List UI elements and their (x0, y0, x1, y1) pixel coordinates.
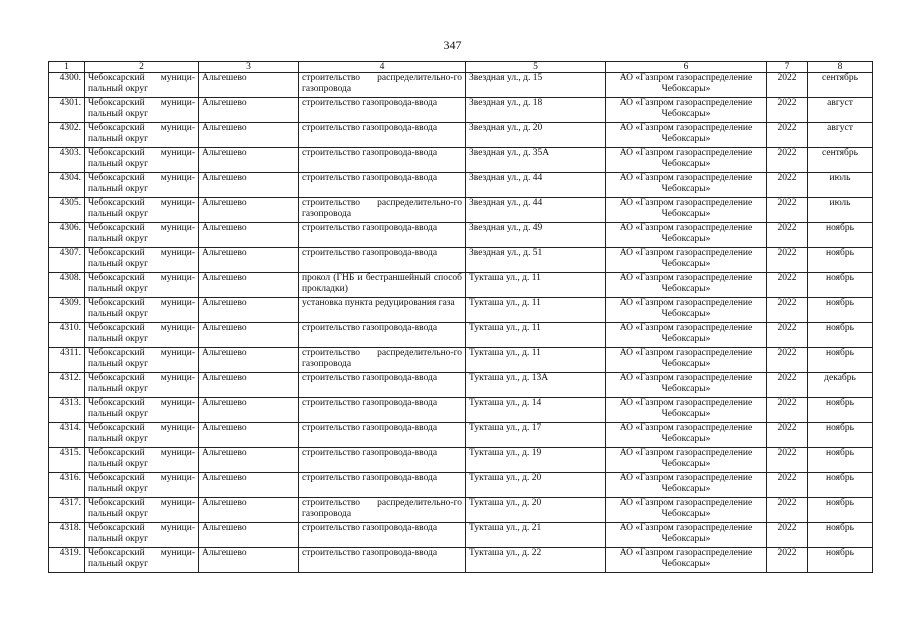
table-row (49, 373, 873, 398)
table-row (49, 523, 873, 548)
year-cell: 2022 (767, 123, 808, 148)
settlement-cell: Альгешево (199, 223, 299, 248)
row-number: 4318. (49, 523, 85, 548)
table-row (49, 423, 873, 448)
organization-cell: АО «Газпром газораспределение Чебоксары» (606, 398, 767, 423)
address-cell: Тукташа ул., д. 11 (466, 348, 606, 373)
column-number: 3 (199, 62, 299, 73)
work-type-cell: строительство газопровода-ввода (299, 373, 466, 398)
year-cell: 2022 (767, 173, 808, 198)
work-type-cell: строительство газопровода-ввода (299, 423, 466, 448)
table-row (49, 498, 873, 523)
year-cell: 2022 (767, 373, 808, 398)
year-cell: 2022 (767, 273, 808, 298)
table-row (49, 448, 873, 473)
year-cell: 2022 (767, 348, 808, 373)
table-row (49, 148, 873, 173)
district-cell: Чебоксарский муници-пальный округ (85, 223, 199, 248)
work-type-cell: строительство газопровода-ввода (299, 173, 466, 198)
address-cell: Звездная ул., д. 20 (466, 123, 606, 148)
settlement-cell: Альгешево (199, 198, 299, 223)
address-cell: Звездная ул., д. 18 (466, 98, 606, 123)
work-type-cell: строительство газопровода-ввода (299, 448, 466, 473)
address-cell: Тукташа ул., д. 20 (466, 498, 606, 523)
table-row (49, 173, 873, 198)
settlement-cell: Альгешево (199, 248, 299, 273)
month-cell: ноябрь (808, 523, 873, 548)
month-cell: ноябрь (808, 348, 873, 373)
settlement-cell: Альгешево (199, 523, 299, 548)
district-cell: Чебоксарский муници-пальный округ (85, 448, 199, 473)
district-cell: Чебоксарский муници-пальный округ (85, 73, 199, 98)
table-row (49, 298, 873, 323)
column-number: 4 (299, 62, 466, 73)
row-number: 4314. (49, 423, 85, 448)
settlement-cell: Альгешево (199, 398, 299, 423)
work-type-cell: прокол (ГНБ и бестраншейный способ прокладки) (299, 273, 466, 298)
organization-cell: АО «Газпром газораспределение Чебоксары» (606, 273, 767, 298)
year-cell: 2022 (767, 448, 808, 473)
table-row (49, 248, 873, 273)
settlement-cell: Альгешево (199, 323, 299, 348)
table-row (49, 123, 873, 148)
work-type-cell: строительство газопровода-ввода (299, 323, 466, 348)
district-cell: Чебоксарский муници-пальный округ (85, 98, 199, 123)
work-type-cell: установка пункта редуцирования газа (299, 298, 466, 323)
row-number: 4307. (49, 248, 85, 273)
year-cell: 2022 (767, 198, 808, 223)
year-cell: 2022 (767, 223, 808, 248)
work-type-cell: строительство распределительно-го газопровода (299, 498, 466, 523)
row-number: 4316. (49, 473, 85, 498)
settlement-cell: Альгешево (199, 148, 299, 173)
work-type-cell: строительство газопровода-ввода (299, 548, 466, 573)
month-cell: ноябрь (808, 423, 873, 448)
district-cell: Чебоксарский муници-пальный округ (85, 148, 199, 173)
column-number: 7 (767, 62, 808, 73)
settlement-cell: Альгешево (199, 298, 299, 323)
year-cell: 2022 (767, 473, 808, 498)
organization-cell: АО «Газпром газораспределение Чебоксары» (606, 248, 767, 273)
address-cell: Тукташа ул., д. 14 (466, 398, 606, 423)
month-cell: ноябрь (808, 398, 873, 423)
page-number: 347 (443, 38, 462, 52)
row-number: 4301. (49, 98, 85, 123)
organization-cell: АО «Газпром газораспределение Чебоксары» (606, 473, 767, 498)
row-number: 4311. (49, 348, 85, 373)
district-cell: Чебоксарский муници-пальный округ (85, 123, 199, 148)
settlement-cell: Альгешево (199, 423, 299, 448)
settlement-cell: Альгешево (199, 498, 299, 523)
month-cell: ноябрь (808, 498, 873, 523)
organization-cell: АО «Газпром газораспределение Чебоксары» (606, 223, 767, 248)
settlement-cell: Альгешево (199, 73, 299, 98)
organization-cell: АО «Газпром газораспределение Чебоксары» (606, 298, 767, 323)
year-cell: 2022 (767, 148, 808, 173)
work-type-cell: строительство распределительно-го газопровода (299, 198, 466, 223)
work-type-cell: строительство распределительно-го газопровода (299, 73, 466, 98)
district-cell: Чебоксарский муници-пальный округ (85, 423, 199, 448)
column-number: 1 (49, 62, 85, 73)
organization-cell: АО «Газпром газораспределение Чебоксары» (606, 123, 767, 148)
settlement-cell: Альгешево (199, 98, 299, 123)
organization-cell: АО «Газпром газораспределение Чебоксары» (606, 98, 767, 123)
month-cell: июль (808, 173, 873, 198)
district-cell: Чебоксарский муници-пальный округ (85, 498, 199, 523)
year-cell: 2022 (767, 398, 808, 423)
district-cell: Чебоксарский муници-пальный округ (85, 373, 199, 398)
settlement-cell: Альгешево (199, 273, 299, 298)
work-type-cell: строительство газопровода-ввода (299, 248, 466, 273)
district-cell: Чебоксарский муници-пальный округ (85, 523, 199, 548)
address-cell: Тукташа ул., д. 21 (466, 523, 606, 548)
year-cell: 2022 (767, 423, 808, 448)
address-cell: Звездная ул., д. 44 (466, 198, 606, 223)
organization-cell: АО «Газпром газораспределение Чебоксары» (606, 423, 767, 448)
table-row (49, 198, 873, 223)
table-row (49, 348, 873, 373)
row-number: 4317. (49, 498, 85, 523)
address-cell: Тукташа ул., д. 17 (466, 423, 606, 448)
address-cell: Тукташа ул., д. 11 (466, 298, 606, 323)
month-cell: август (808, 98, 873, 123)
year-cell: 2022 (767, 498, 808, 523)
address-cell: Звездная ул., д. 44 (466, 173, 606, 198)
address-cell: Звездная ул., д. 49 (466, 223, 606, 248)
work-type-cell: строительство распределительно-го газопровода (299, 348, 466, 373)
month-cell: ноябрь (808, 548, 873, 573)
district-cell: Чебоксарский муници-пальный округ (85, 548, 199, 573)
settlement-cell: Альгешево (199, 473, 299, 498)
row-number: 4308. (49, 273, 85, 298)
table-row (49, 223, 873, 248)
column-number: 5 (466, 62, 606, 73)
month-cell: сентябрь (808, 148, 873, 173)
organization-cell: АО «Газпром газораспределение Чебоксары» (606, 523, 767, 548)
address-cell: Тукташа ул., д. 22 (466, 548, 606, 573)
row-number: 4302. (49, 123, 85, 148)
table-row (49, 473, 873, 498)
district-cell: Чебоксарский муници-пальный округ (85, 273, 199, 298)
organization-cell: АО «Газпром газораспределение Чебоксары» (606, 73, 767, 98)
column-number: 6 (606, 62, 767, 73)
address-cell: Тукташа ул., д. 11 (466, 273, 606, 298)
month-cell: сентябрь (808, 73, 873, 98)
organization-cell: АО «Газпром газораспределение Чебоксары» (606, 323, 767, 348)
district-cell: Чебоксарский муници-пальный округ (85, 298, 199, 323)
work-type-cell: строительство газопровода-ввода (299, 223, 466, 248)
district-cell: Чебоксарский муници-пальный округ (85, 348, 199, 373)
row-number: 4309. (49, 298, 85, 323)
year-cell: 2022 (767, 73, 808, 98)
work-type-cell: строительство газопровода-ввода (299, 98, 466, 123)
organization-cell: АО «Газпром газораспределение Чебоксары» (606, 548, 767, 573)
year-cell: 2022 (767, 323, 808, 348)
year-cell: 2022 (767, 248, 808, 273)
row-number: 4319. (49, 548, 85, 573)
month-cell: ноябрь (808, 223, 873, 248)
row-number: 4303. (49, 148, 85, 173)
table-row (49, 273, 873, 298)
organization-cell: АО «Газпром газораспределение Чебоксары» (606, 348, 767, 373)
district-cell: Чебоксарский муници-пальный округ (85, 398, 199, 423)
address-cell: Тукташа ул., д. 13А (466, 373, 606, 398)
address-cell: Звездная ул., д. 35А (466, 148, 606, 173)
table-row (49, 548, 873, 573)
organization-cell: АО «Газпром газораспределение Чебоксары» (606, 448, 767, 473)
settlement-cell: Альгешево (199, 548, 299, 573)
address-cell: Тукташа ул., д. 20 (466, 473, 606, 498)
address-cell: Тукташа ул., д. 19 (466, 448, 606, 473)
column-number: 2 (85, 62, 199, 73)
month-cell: ноябрь (808, 248, 873, 273)
table-row (49, 323, 873, 348)
district-cell: Чебоксарский муници-пальный округ (85, 248, 199, 273)
district-cell: Чебоксарский муници-пальный округ (85, 173, 199, 198)
settlement-cell: Альгешево (199, 173, 299, 198)
address-cell: Звездная ул., д. 51 (466, 248, 606, 273)
settlement-cell: Альгешево (199, 123, 299, 148)
year-cell: 2022 (767, 523, 808, 548)
settlement-cell: Альгешево (199, 373, 299, 398)
month-cell: ноябрь (808, 323, 873, 348)
row-number: 4310. (49, 323, 85, 348)
row-number: 4306. (49, 223, 85, 248)
month-cell: ноябрь (808, 273, 873, 298)
table-row (49, 398, 873, 423)
row-number: 4304. (49, 173, 85, 198)
district-cell: Чебоксарский муници-пальный округ (85, 198, 199, 223)
column-number-row (49, 62, 873, 73)
month-cell: ноябрь (808, 448, 873, 473)
work-type-cell: строительство газопровода-ввода (299, 473, 466, 498)
month-cell: июль (808, 198, 873, 223)
year-cell: 2022 (767, 98, 808, 123)
work-type-cell: строительство газопровода-ввода (299, 398, 466, 423)
row-number: 4300. (49, 73, 85, 98)
month-cell: ноябрь (808, 298, 873, 323)
gasification-table (48, 61, 873, 573)
address-cell: Звездная ул., д. 15 (466, 73, 606, 98)
month-cell: ноябрь (808, 473, 873, 498)
organization-cell: АО «Газпром газораспределение Чебоксары» (606, 148, 767, 173)
row-number: 4312. (49, 373, 85, 398)
row-number: 4305. (49, 198, 85, 223)
settlement-cell: Альгешево (199, 448, 299, 473)
table-row (49, 98, 873, 123)
district-cell: Чебоксарский муници-пальный округ (85, 323, 199, 348)
work-type-cell: строительство газопровода-ввода (299, 123, 466, 148)
work-type-cell: строительство газопровода-ввода (299, 148, 466, 173)
organization-cell: АО «Газпром газораспределение Чебоксары» (606, 198, 767, 223)
address-cell: Тукташа ул., д. 11 (466, 323, 606, 348)
month-cell: август (808, 123, 873, 148)
settlement-cell: Альгешево (199, 348, 299, 373)
work-type-cell: строительство газопровода-ввода (299, 523, 466, 548)
district-cell: Чебоксарский муници-пальный округ (85, 473, 199, 498)
row-number: 4313. (49, 398, 85, 423)
row-number: 4315. (49, 448, 85, 473)
year-cell: 2022 (767, 298, 808, 323)
column-number: 8 (808, 62, 873, 73)
organization-cell: АО «Газпром газораспределение Чебоксары» (606, 498, 767, 523)
month-cell: декабрь (808, 373, 873, 398)
organization-cell: АО «Газпром газораспределение Чебоксары» (606, 173, 767, 198)
table-row (49, 73, 873, 98)
year-cell: 2022 (767, 548, 808, 573)
organization-cell: АО «Газпром газораспределение Чебоксары» (606, 373, 767, 398)
